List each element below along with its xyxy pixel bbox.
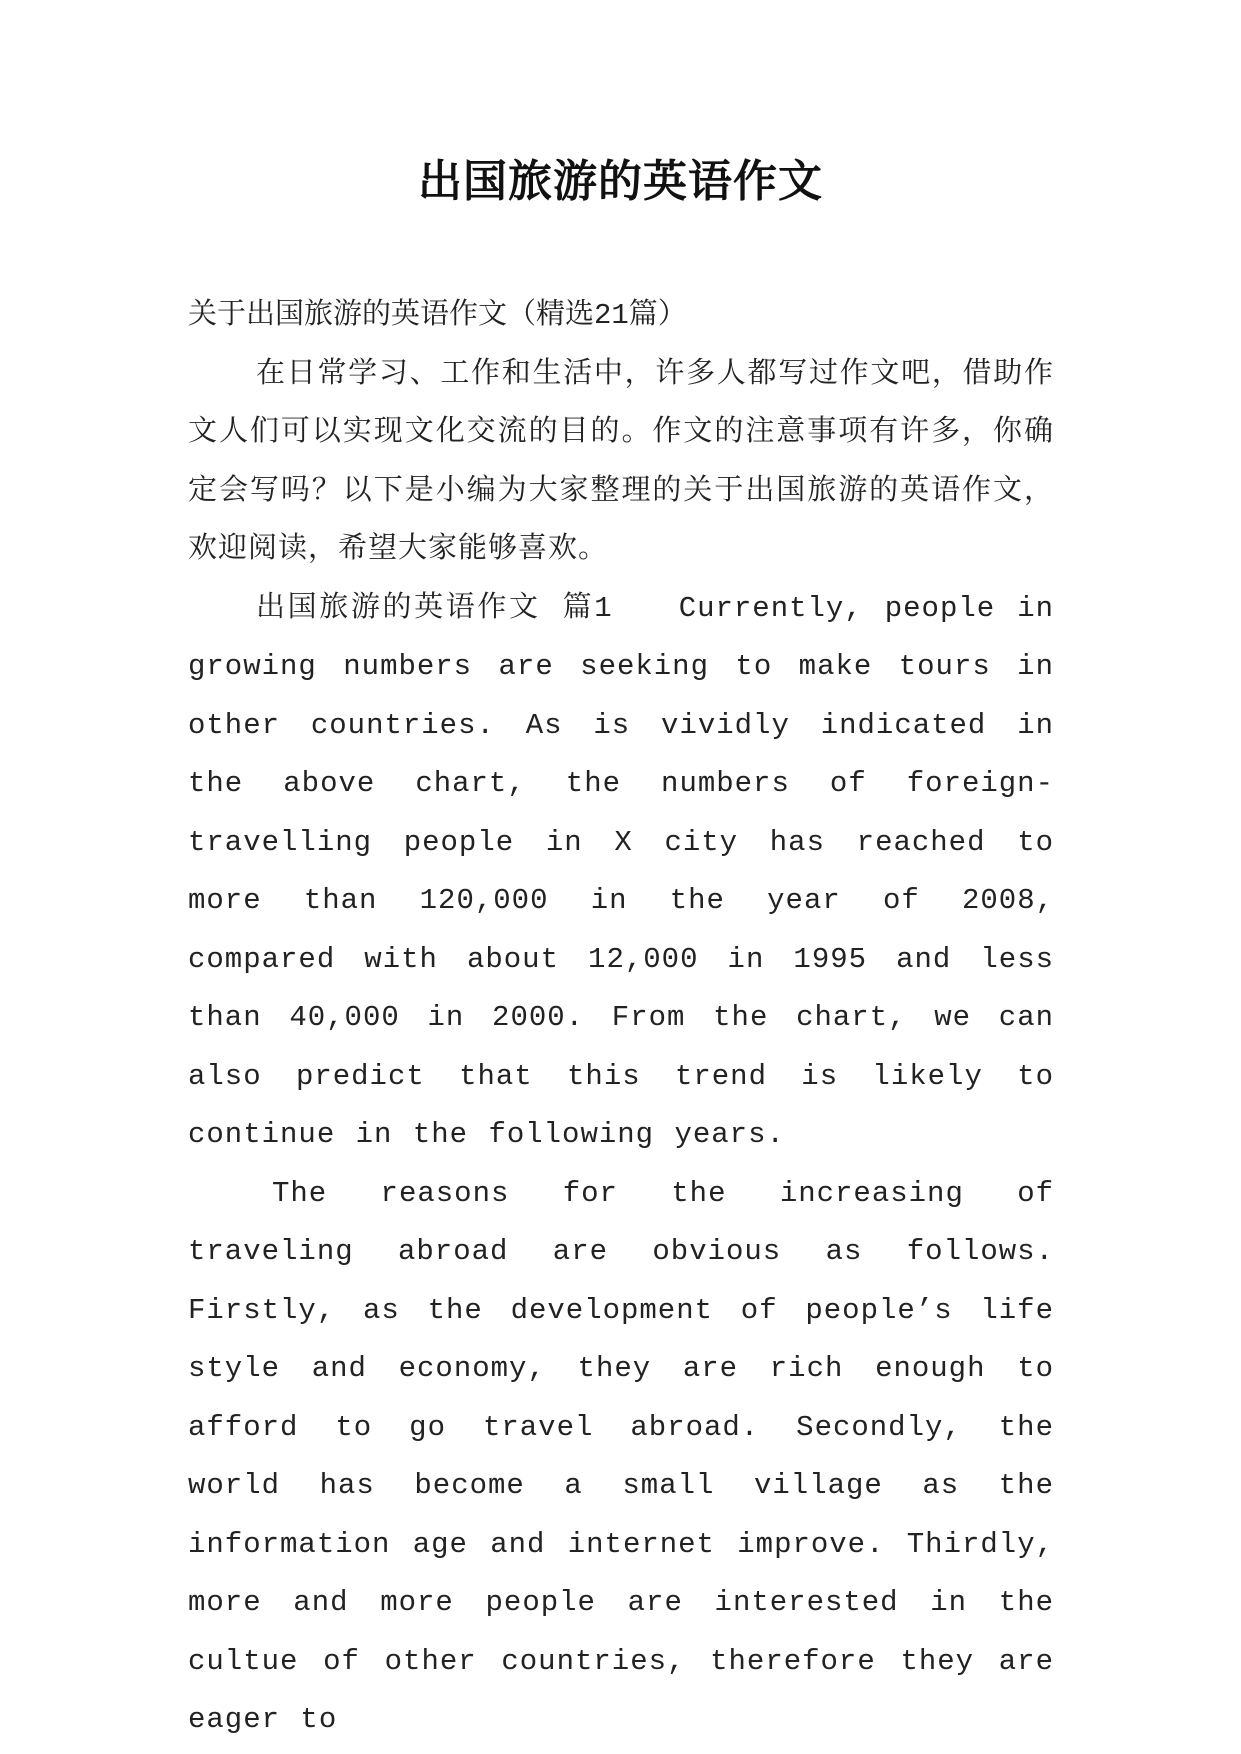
section-1-paragraph-2: The reasons for the increasing of traveling abroad are obvious as follows. Firstly, as the development of people’s life style and economy, they are rich enough to afford to go travel abroad. Secondly, the world has become a small village as the information age and internet improve. Thirdly, more and more people are interested in the cultue of other countries, therefore they are eager to [188, 1176, 1054, 1736]
section-1-text: Currently, people in growing numbers are seeking to make tours in other countries. As is vividly indicated in the above chart, the numbers of foreign-travelling people in X city has reached to more than 120,000 in the year of 2008, compared with about 12,000 in 1995 and less than 40,000 in 2000. From the chart, we can also predict that this trend is likely to continue in the following years. [188, 591, 1054, 1151]
document-title: 出国旅游的英语作文 [418, 156, 823, 207]
intro-paragraph: 在日常学习、工作和生活中，许多人都写过作文吧，借助作文人们可以实现文化交流的目的。作文的注意事项有许多，你确定会写吗？以下是小编为大家整理的关于出国旅游的英语作文，欢迎阅读，希望大家能够喜欢。 [188, 357, 1054, 566]
document-subtitle: 关于出国旅游的英语作文（精选21篇） [188, 299, 687, 332]
section-1-paragraph [188, 580, 1054, 1165]
section-heading: 出国旅游的英语作文 篇1 [256, 591, 613, 625]
document-body [188, 287, 1054, 1750]
